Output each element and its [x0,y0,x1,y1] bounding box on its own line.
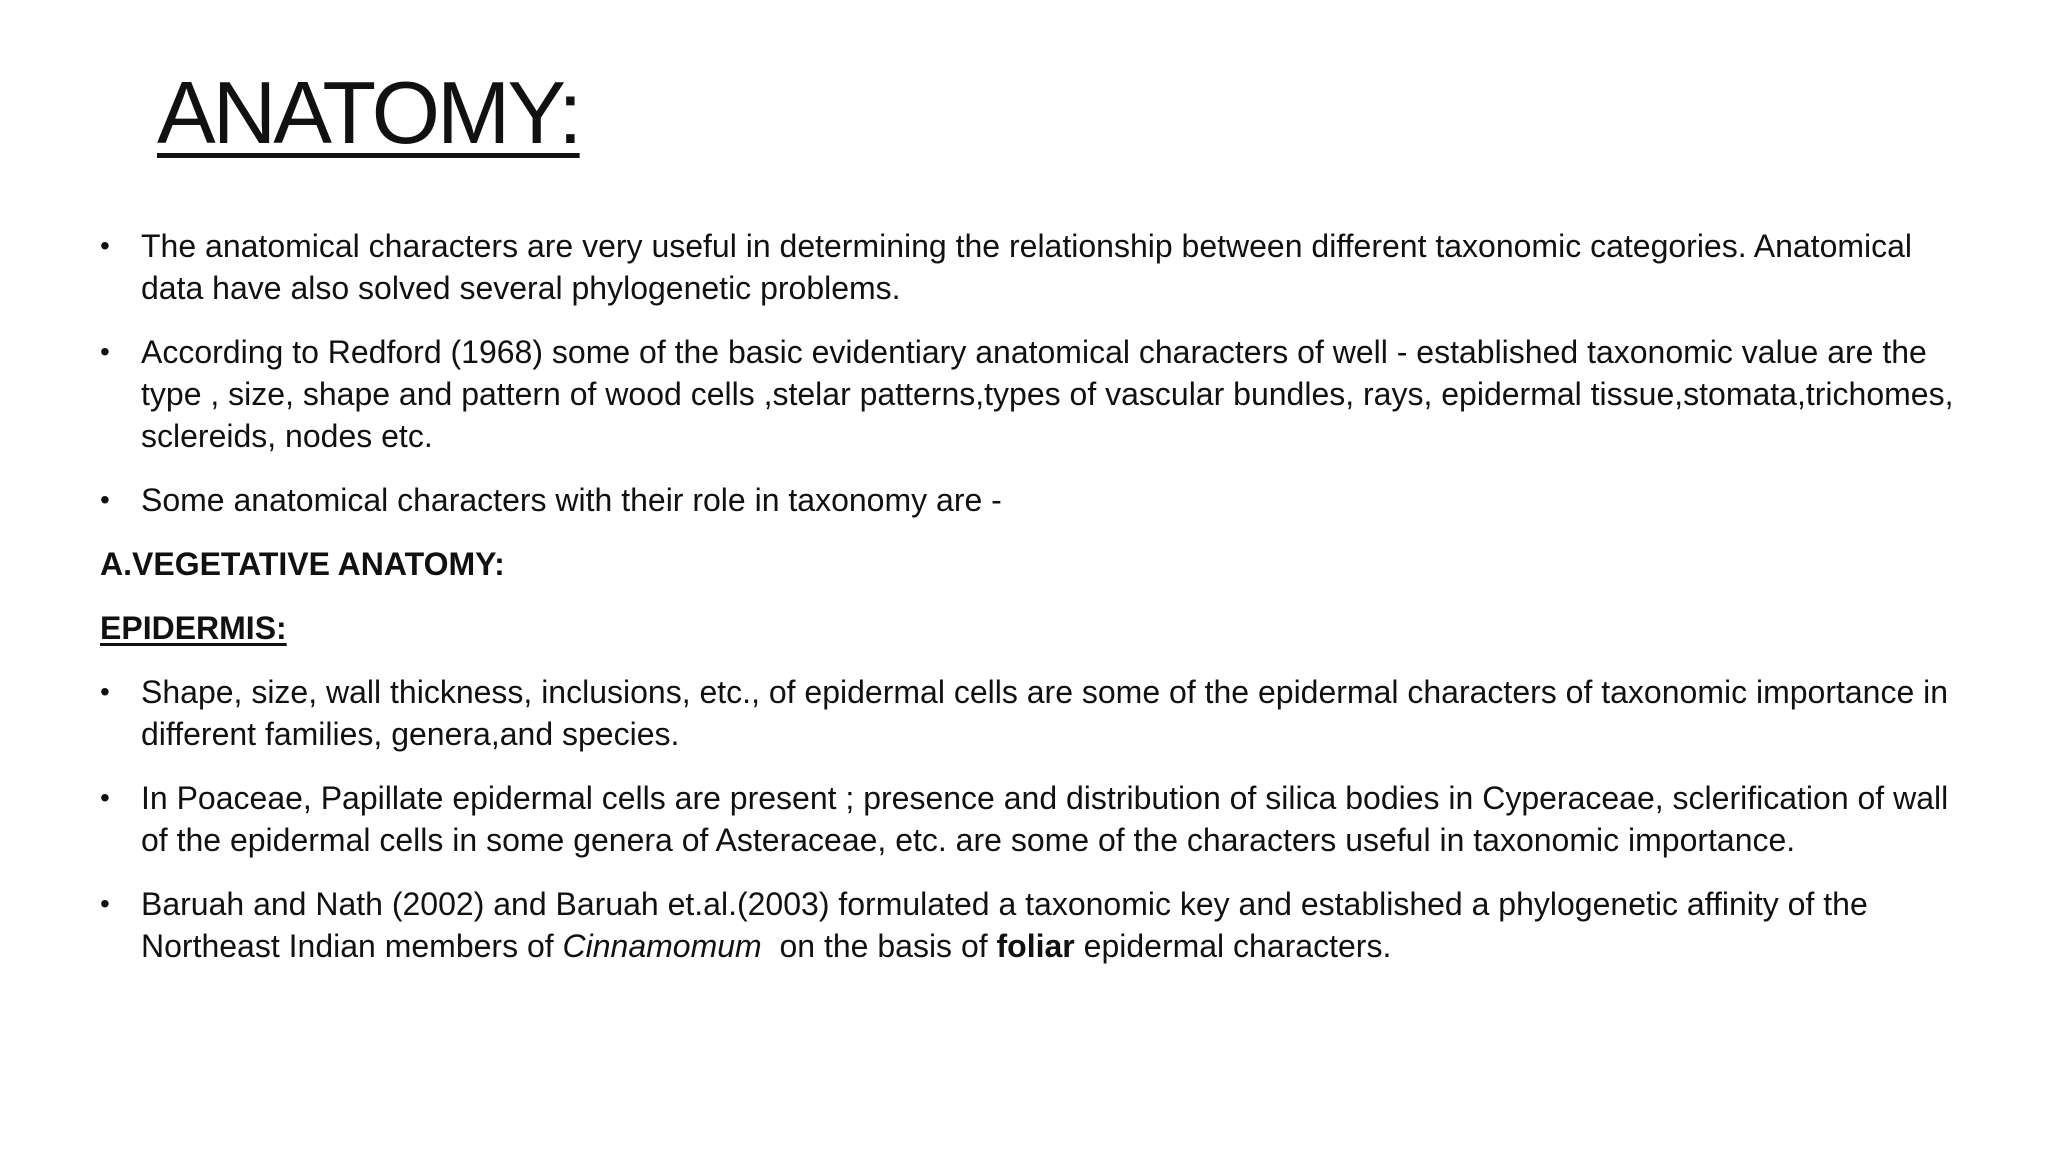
bullet-icon: • [100,676,110,707]
slide-body [100,225,1960,989]
bullet-text-part: on the basis of [761,928,997,964]
bullet-item [100,479,1960,521]
bullet-item [100,331,1960,457]
bullet-item [100,671,1960,755]
bullet-icon: • [100,782,110,813]
bullet-text: The anatomical characters are very useful in determining the relationship between different taxonomic categories. Anatomical data have also solved several phylogenetic problems. [141,228,1913,306]
bullet-text: According to Redford (1968) some of the basic evidentiary anatomical characters of well - established taxonomic value are the type , size, shape and pattern of wood cells ,stelar patterns,types of vascular bundles, rays, epidermal tissue,stomata,trichomes, sclereids, nodes etc. [141,334,1954,454]
emphasis-text: foliar [996,928,1075,964]
bullet-icon: • [100,336,110,367]
section-heading: A.VEGETATIVE ANATOMY: [100,546,505,582]
bullet-text: Some anatomical characters with their role in taxonomy are - [141,482,1002,518]
bullet-item [100,883,1960,967]
bullet-icon: • [100,230,110,261]
genus-name: Cinnamomum [562,928,762,964]
bullet-text-part: Baruah and Nath (2002) and Baruah et.al.(2003) formulated a taxonomic key and established a phylogenetic affinity of the Northeast Indian members of [141,886,1868,964]
bullet-text-part: epidermal characters. [1074,928,1392,964]
bullet-item [100,225,1960,309]
bullet-icon: • [100,484,110,515]
subsection-heading: EPIDERMIS: [100,610,287,646]
bullet-text [141,886,1868,964]
bullet-item [100,777,1960,861]
bullet-icon: • [100,888,110,919]
bullet-text: Shape, size, wall thickness, inclusions, etc., of epidermal cells are some of the epidermal characters of taxonomic importance in different families, genera,and species. [141,674,1949,752]
slide-title: ANATOMY: [157,63,580,162]
bullet-text: In Poaceae, Papillate epidermal cells are present ; presence and distribution of silica bodies in Cyperaceae, sclerification of wall of the epidermal cells in some genera of Asteraceae, etc. are some of the characters useful in taxonomic importance. [141,780,1949,858]
